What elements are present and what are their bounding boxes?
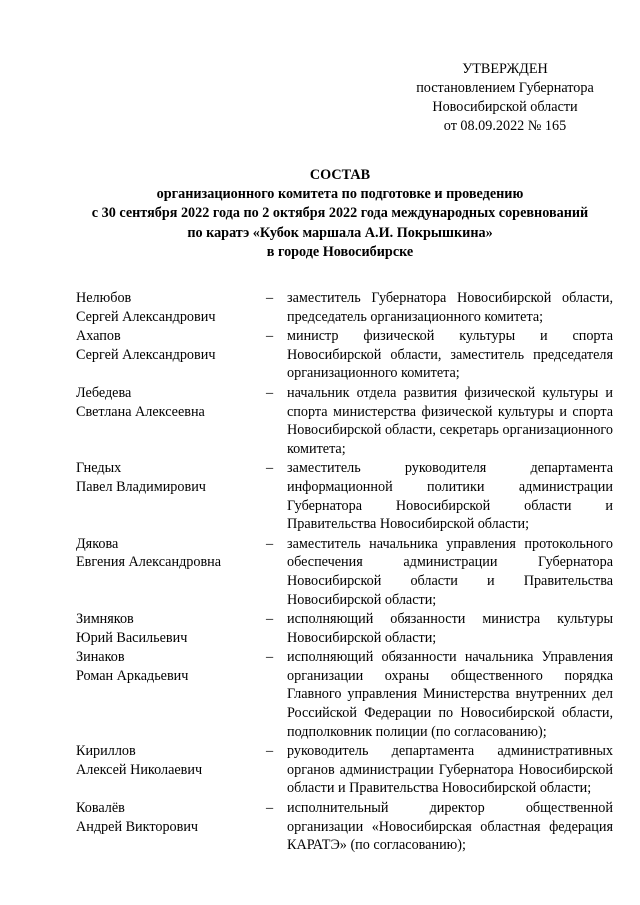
member-surname: Зимняков (76, 611, 134, 628)
member-role: исполняющий обязанности министра культуры Новосибирской области; (287, 611, 613, 646)
member-surname: Гнедых (76, 460, 122, 477)
member-name (76, 742, 252, 798)
approval-date-number: от 08.09.2022 № 165 (443, 118, 567, 134)
dash-separator: – (265, 800, 274, 817)
member-row (76, 535, 613, 609)
member-role: заместитель Губернатора Новосибирской области, председатель организационного комитета; (287, 290, 613, 325)
dash-separator: – (265, 384, 274, 401)
member-row (76, 799, 613, 855)
member-row (76, 648, 613, 741)
approval-region: Новосибирской области (432, 99, 578, 115)
member-given-names: Юрий Васильевич (76, 629, 188, 646)
approval-by: постановлением Губернатора (416, 80, 594, 96)
dash-separator: – (265, 649, 274, 666)
member-surname: Кириллов (76, 743, 136, 760)
member-name (76, 327, 252, 383)
member-name (76, 648, 252, 741)
member-role: заместитель начальника управления протокольного обеспечения администрации Губернатора Новосибирской области и Правительства Новосибирской области; (287, 535, 613, 608)
member-given-names: Светлана Алексеевна (76, 403, 205, 420)
member-given-names: Павел Владимирович (76, 478, 206, 495)
dash-separator: – (265, 460, 274, 477)
member-name (76, 799, 252, 855)
member-row (76, 610, 613, 647)
member-given-names: Роман Аркадьевич (76, 667, 189, 684)
dash-separator: – (265, 535, 274, 552)
member-surname: Дякова (76, 535, 119, 552)
member-row (76, 327, 613, 383)
dash-separator: – (265, 743, 274, 760)
member-name (76, 289, 252, 326)
member-row (76, 289, 613, 326)
member-row (76, 459, 613, 533)
member-name (76, 459, 252, 533)
title-heading: СОСТАВ (309, 167, 371, 183)
document-title (40, 166, 640, 262)
member-given-names: Сергей Александрович (76, 308, 216, 325)
title-line-5: в городе Новосибирске (266, 243, 414, 260)
member-role: руководитель департамента административных органов администрации Губернатора Новосибирской области и Правительства Новосибирской области; (287, 743, 613, 797)
dash-separator: – (265, 290, 274, 306)
member-role: министр физической культуры и спорта Новосибирской области, заместитель председателя организационного комитета; (287, 328, 613, 382)
title-line-3: с 30 сентября 2022 года по 2 октября 2022 года международных соревнований (91, 205, 589, 222)
approval-stamp (400, 60, 610, 136)
member-row (76, 742, 613, 798)
member-role: заместитель руководителя департамента информационной политики администрации Губернатора Новосибирской области и Правительства Новосибирской области; (287, 460, 613, 533)
approval-heading: УТВЕРЖДЕН (462, 61, 548, 77)
member-surname: Лебедева (76, 384, 132, 401)
member-given-names: Евгения Александровна (76, 554, 222, 571)
member-surname: Нелюбов (76, 290, 132, 306)
title-line-2: организационного комитета по подготовке и проведению (156, 186, 524, 203)
member-name (76, 610, 252, 647)
member-role: исполняющий обязанности начальника Управления организации охраны общественного порядка Главного управления Министерства внутренних дел Российской Федерации по Новосибирской области, подполковник полиции (по согласованию); (287, 649, 613, 740)
member-name (76, 535, 252, 609)
member-given-names: Алексей Николаевич (76, 761, 203, 778)
member-name (76, 384, 252, 458)
dash-separator: – (265, 328, 274, 345)
member-surname: Ковалёв (76, 800, 125, 817)
title-line-4: по каратэ «Кубок маршала А.И. Покрышкина» (187, 224, 493, 241)
member-role: начальник отдела развития физической культуры и спорта министерства физической культуры и спорта Новосибирской области, секретарь организационного комитета; (287, 384, 613, 457)
member-row (76, 384, 613, 458)
member-role: исполнительный директор общественной организации «Новосибирская областная федерация КАРАТЭ» (по согласованию); (287, 800, 613, 854)
member-surname: Ахапов (76, 328, 121, 345)
member-surname: Зинаков (76, 649, 125, 666)
members-list (76, 289, 613, 856)
member-given-names: Сергей Александрович (76, 346, 216, 363)
member-given-names: Андрей Викторович (76, 818, 199, 835)
dash-separator: – (265, 611, 274, 628)
